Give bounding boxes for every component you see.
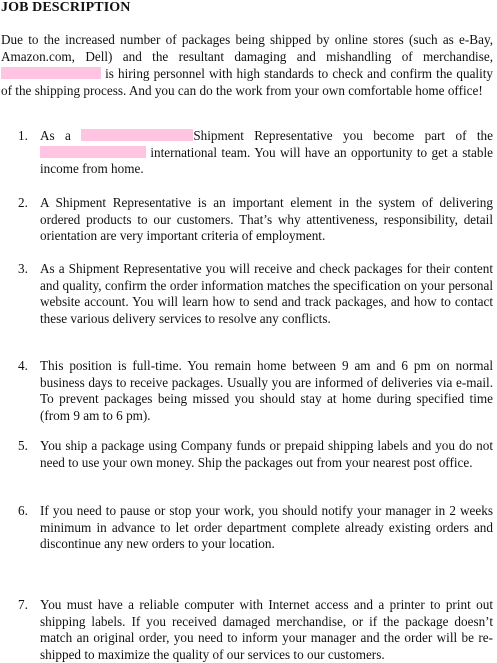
list-item — [18, 195, 493, 245]
list-item-text: This position is full-time. You remain home between 9 am and 6 pm on normal business days to receive packages. Usually you are informed of deliveries via e-mail. To prevent packages being missed you should stay at home during specified time (from 9 am to 6 pm). — [40, 358, 493, 423]
list-item-number: 1. — [18, 128, 28, 143]
list-item-text: You ship a package using Company funds or prepaid shipping labels and you do not need to use your own money. Ship the packages out from your nearest post office. — [40, 438, 493, 470]
list-item-number: 6. — [18, 503, 28, 518]
list-item-text-part: international team. You will have an opportunity to get a stable income from home. — [40, 144, 494, 177]
redacted-company-name — [81, 129, 193, 141]
list-item — [18, 128, 493, 178]
list-item-number: 2. — [18, 195, 28, 210]
redacted-company-name — [1, 67, 101, 79]
redacted-company-name — [40, 146, 146, 158]
intro-text-before: Due to the increased number of packages being shipped by online stores (such as e-Bay, Amazon.com, Dell) and the resultant damaging and mishandling of merchandise, — [1, 32, 493, 64]
list-item — [18, 358, 493, 424]
list-item-number: 7. — [18, 597, 28, 612]
list-item-number: 5. — [18, 438, 28, 453]
list-item-text-part: As a — [40, 128, 71, 143]
list-item-text: As a Shipment Representative you will receive and check packages for their content and quality, confirm the order information matches the specification on your personal website account. You will learn how to send and track packages, and how to contact these various delivery services to resolve any conflicts. — [40, 261, 493, 326]
list-item — [18, 503, 493, 553]
list-item — [18, 438, 493, 471]
list-item-text: If you need to pause or stop your work, you should notify your manager in 2 weeks minimum in advance to let order department complete already existing orders and discontinue any new orders to your location. — [40, 503, 493, 552]
list-item-number: 3. — [18, 261, 28, 276]
list-item-text: You must have a reliable computer with Internet access and a printer to print out shipping labels. If you received damaged merchandise, or if the package doesn’t match an original order, you need to inform your manager and the order will be re-shipped to maximize the quality of our services to our customers. — [40, 597, 493, 662]
intro-paragraph — [1, 31, 493, 99]
list-item-text-part: Shipment Representative you become part of the — [193, 128, 493, 143]
list-item-text — [40, 128, 493, 178]
list-item — [18, 261, 493, 327]
intro-text-after: is hiring personnel with high standards to check and confirm the quality of the shipping process. And you can do the work from your own comfortable home office! — [1, 66, 494, 98]
list-item — [18, 597, 493, 663]
list-item-number: 4. — [18, 358, 28, 373]
list-item-text: A Shipment Representative is an important element in the system of delivering ordered products to our customers. That’s why attentiveness, responsibility, detail orientation are very important criteria of employment. — [40, 195, 493, 244]
document-heading: JOB DESCRIPTION — [1, 0, 131, 15]
